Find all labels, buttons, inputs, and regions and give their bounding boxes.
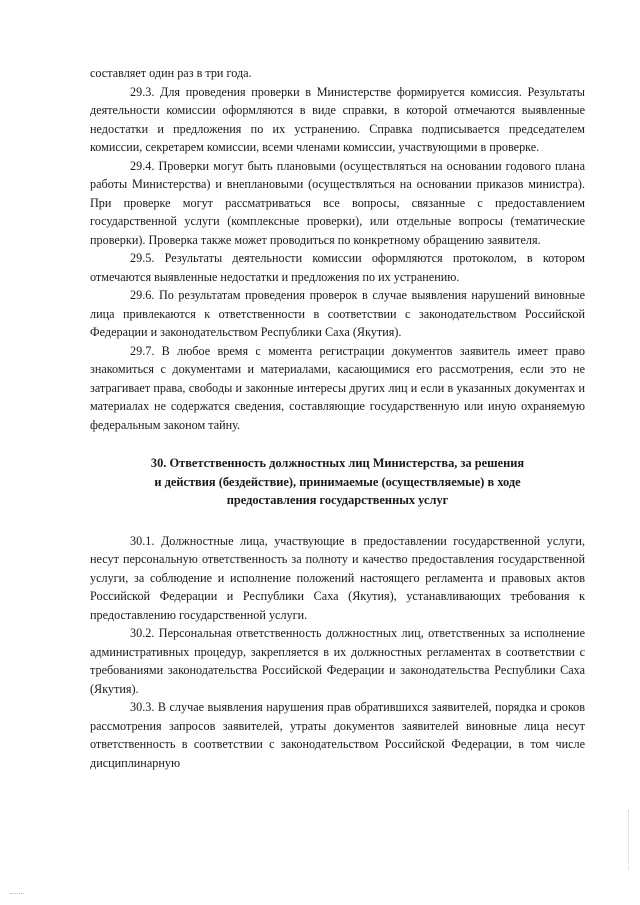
paragraph-30-1: 30.1. Должностные лица, участвующие в предоставлении государственной услуги, несут персональную ответственность за полноту и качество предоставления государственной услуги, за соблюдение и исполнение положений настоящего регламента и правовых актов Российской Федерации и Республики Саха (Якутия), устанавливающих требования к предоставлению государственной услуги. — [90, 533, 585, 622]
paragraph-29-7: 29.7. В любое время с момента регистрации документов заявитель имеет право знакомиться с документами и материалами, касающимися его рассмотрения, если это не затрагивает права, свободы и законные интересы других лиц и если в указанных документах и материалах не содержатся сведения, составляющие государственную или иную охраняемую федеральным законом тайну. — [90, 343, 585, 432]
paragraph-29-4: 29.4. Проверки могут быть плановыми (осуществляться на основании годового плана работы Министерства) и внеплановыми (осуществляться на основании приказов министра). При проверке могут рассматриваться все вопросы, связанные с предоставлением государственной услуги (комплексные проверки), или отдельные вопросы (тематические проверки). Проверка также может проводиться по конкретному обращению заявителя. — [90, 158, 585, 247]
scan-corner-artifact — [10, 893, 24, 895]
section-heading-line: и действия (бездействие), принимаемые (осуществляемые) в ходе — [154, 474, 521, 489]
paragraph-30-2: 30.2. Персональная ответственность должностных лиц, ответственных за исполнение административных процедур, закрепляется в их должностных регламентах в соответствии с требованиями законодательства Российской Федерации и законодательства Республики Саха (Якутия). — [90, 626, 585, 696]
paragraph-29-5: 29.5. Результаты деятельности комиссии оформляются протоколом, в котором отмечаются выявленные недостатки и предложения по их устранению. — [90, 251, 585, 284]
paragraph-29-6: 29.6. По результатам проведения проверок в случае выявления нарушений виновные лица привлекаются к ответственности в соответствии с законодательством Российской Федерации и законодательством Республики Саха (Якутия). — [90, 288, 585, 339]
section-heading — [90, 454, 585, 510]
paragraph-29-3: 29.3. Для проведения проверки в Министерстве формируется комиссия. Результаты деятельности комиссии оформляются в виде справки, в которой отмечаются выявленные недостатки и предложения по их устранению. Справка подписывается председателем комиссии, секретарем комиссии, всеми членами комиссии, участвующими в проверке. — [90, 84, 585, 154]
paragraph-30-3: 30.3. В случае выявления нарушения прав обратившихся заявителей, порядка и сроков рассмотрения запросов заявителей, утраты документов заявителей виновные лица несут ответственность в соответствии с законодательством Российской Федерации, в том числе дисциплинарную — [90, 700, 585, 770]
section-heading-line: предоставления государственных услуг — [226, 493, 449, 507]
section-heading-line: 30. Ответственность должностных лиц Министерства, за решения — [150, 456, 525, 470]
scan-artifact — [628, 810, 632, 870]
document-page — [90, 64, 585, 772]
paragraph: составляет один раз в три года. — [90, 66, 252, 80]
